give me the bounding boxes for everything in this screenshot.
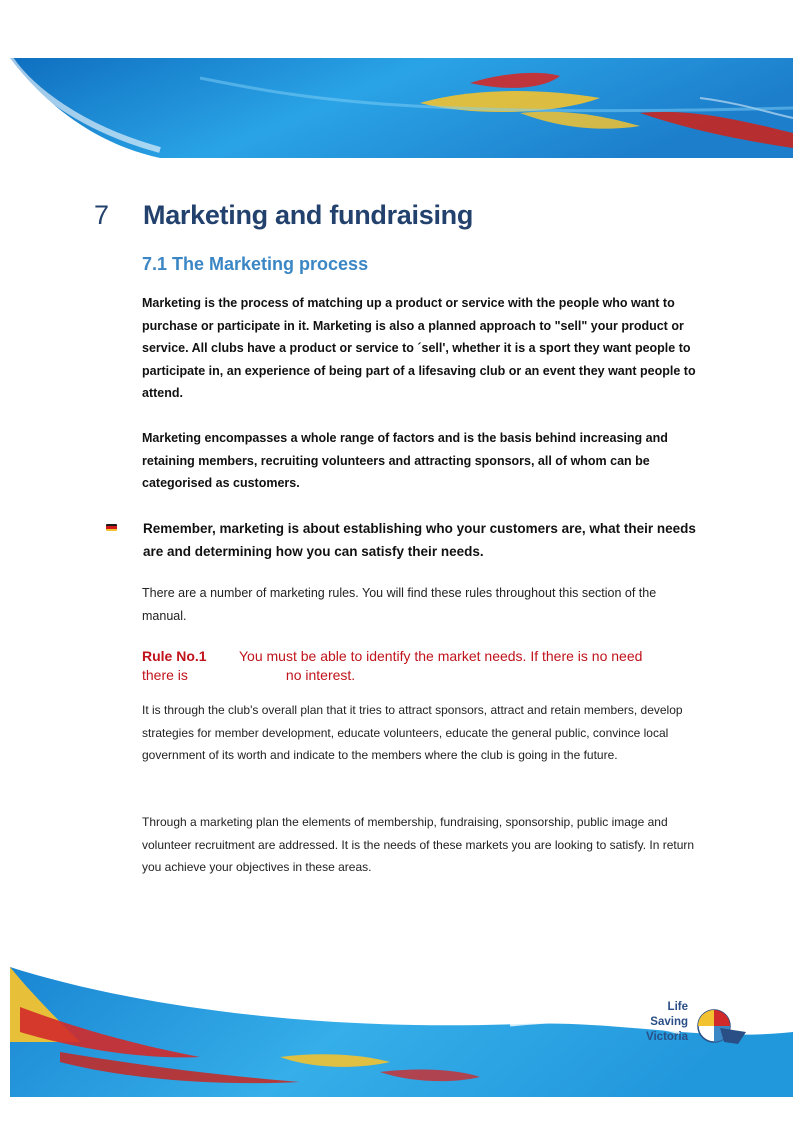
top-wave-banner	[0, 58, 793, 158]
chapter-title: Marketing and fundraising	[143, 200, 474, 230]
life-saving-victoria-logo	[636, 1000, 756, 1060]
logo-text-line1: Life	[667, 1001, 688, 1013]
logo-text-line3: Victoria	[646, 1031, 688, 1043]
logo-text-line2: Saving	[650, 1016, 688, 1028]
paragraph-marketing-factors: Marketing encompasses a whole range of factors and is the basis behind increasing and retaining members, recruiting volunteers and attracting sponsors, all of whom can be categorised as customers.	[142, 431, 668, 490]
paragraph-marketing-rules: There are a number of marketing rules. You will find these rules throughout this section of the manual.	[142, 586, 657, 623]
paragraph-marketing-plan: Through a marketing plan the elements of membership, fundraising, sponsorship, public image and volunteer recruitment are addressed. It is the needs of these markets you are looking to satisfy. In return you achieve your objectives in these areas.	[142, 815, 695, 874]
chapter-heading	[94, 200, 473, 231]
flag-icon	[106, 524, 117, 531]
remember-note: Remember, marketing is about establishing who your customers are, what their needs are and determining how you can satisfy their needs.	[143, 521, 696, 559]
paragraph-club-plan: It is through the club's overall plan that it tries to attract sponsors, attract and retain members, develop strategies for member development, educate volunteers, educate the general public, convince local government of its worth and indicate to the members where the club is going in the future.	[142, 703, 683, 762]
rule-text-line2a: there is	[142, 667, 188, 683]
section-title: 7.1 The Marketing process	[142, 254, 369, 274]
rule-label: Rule No.1	[142, 648, 207, 664]
rule-text-line2b: no interest.	[285, 667, 356, 683]
logo-emblem-icon	[690, 1002, 752, 1052]
paragraph-marketing-definition: Marketing is the process of matching up a product or service with the people who want to purchase or participate in it. Marketing is also a planned approach to "sell" your product or service. All clubs have a product or service to ´sell', whether it is a sport they want people to participate in, an experience of being part of a lifesaving club or an event they want people to attend.	[142, 296, 696, 400]
rule-text-line1: You must be able to identify the market needs. If there is no need	[239, 648, 643, 664]
chapter-number: 7	[94, 200, 110, 230]
rule-callout	[142, 647, 702, 685]
